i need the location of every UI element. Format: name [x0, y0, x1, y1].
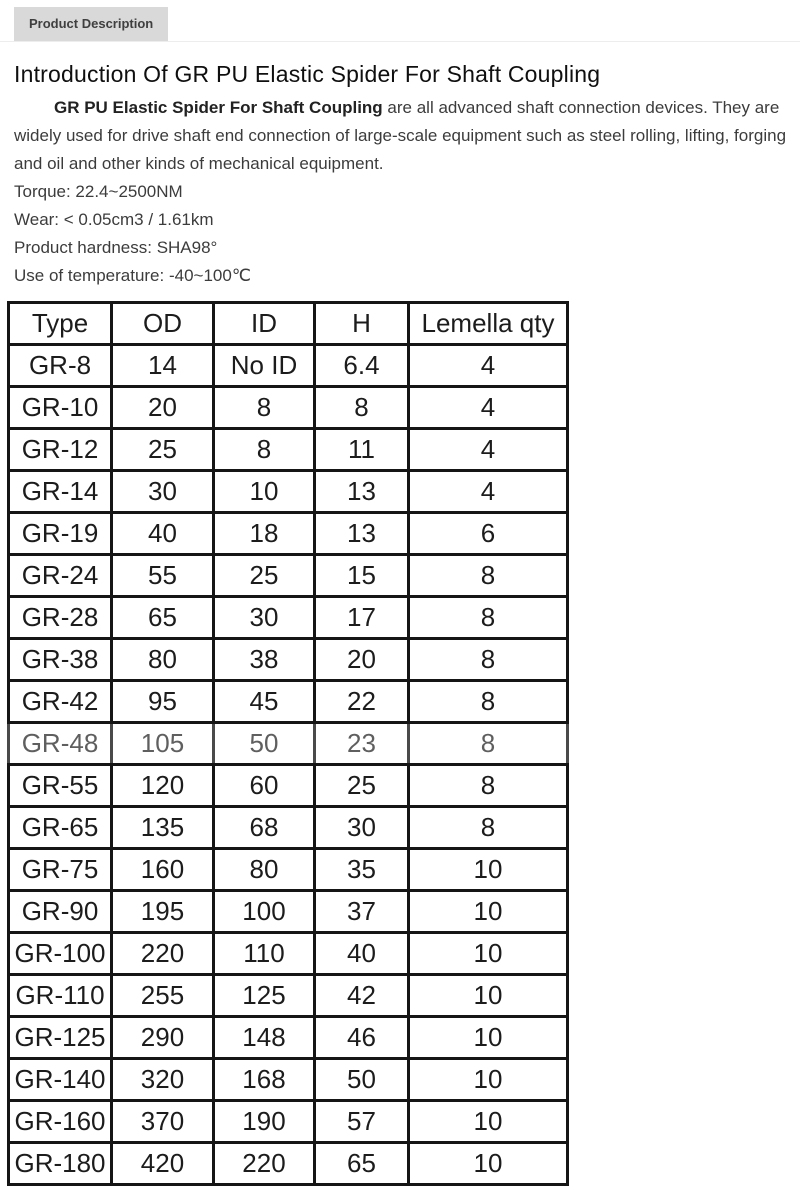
value-cell: 10 [409, 849, 568, 891]
value-cell: 148 [214, 1017, 315, 1059]
value-cell: 13 [315, 513, 409, 555]
value-cell: 30 [315, 807, 409, 849]
value-cell: 11 [315, 429, 409, 471]
value-cell: 25 [214, 555, 315, 597]
value-cell: 80 [112, 639, 214, 681]
column-header: ID [214, 303, 315, 345]
spec-temperature: Use of temperature: -40~100℃ [14, 266, 251, 285]
table-row [9, 975, 568, 1017]
type-cell: GR-160 [9, 1101, 112, 1143]
value-cell: 120 [112, 765, 214, 807]
tab-bar [0, 0, 800, 42]
value-cell: 45 [214, 681, 315, 723]
value-cell: 30 [112, 471, 214, 513]
value-cell: 105 [112, 723, 214, 765]
value-cell: 8 [409, 723, 568, 765]
value-cell: 6.4 [315, 345, 409, 387]
table-row [9, 387, 568, 429]
value-cell: 100 [214, 891, 315, 933]
intro-bold-lead: GR PU Elastic Spider For Shaft Coupling [54, 98, 383, 117]
value-cell: 40 [315, 933, 409, 975]
spec-wear: Wear: < 0.05cm3 / 1.61km [14, 210, 214, 229]
value-cell: 6 [409, 513, 568, 555]
table-row [9, 681, 568, 723]
value-cell: 17 [315, 597, 409, 639]
value-cell: 35 [315, 849, 409, 891]
value-cell: 50 [214, 723, 315, 765]
value-cell: 10 [214, 471, 315, 513]
value-cell: 10 [409, 1017, 568, 1059]
value-cell: 42 [315, 975, 409, 1017]
type-cell: GR-140 [9, 1059, 112, 1101]
value-cell: 10 [409, 1143, 568, 1185]
value-cell: 38 [214, 639, 315, 681]
value-cell: 220 [214, 1143, 315, 1185]
type-cell: GR-180 [9, 1143, 112, 1185]
value-cell: 110 [214, 933, 315, 975]
table-row [9, 723, 568, 765]
table-row [9, 1059, 568, 1101]
value-cell: 23 [315, 723, 409, 765]
value-cell: 46 [315, 1017, 409, 1059]
value-cell: 22 [315, 681, 409, 723]
value-cell: 20 [315, 639, 409, 681]
spec-hardness: Product hardness: SHA98° [14, 238, 218, 257]
value-cell: 125 [214, 975, 315, 1017]
type-cell: GR-8 [9, 345, 112, 387]
value-cell: 160 [112, 849, 214, 891]
value-cell: 8 [409, 681, 568, 723]
value-cell: 8 [409, 765, 568, 807]
table-row [9, 597, 568, 639]
type-cell: GR-42 [9, 681, 112, 723]
tab-product-description[interactable]: Product Description [14, 7, 168, 41]
value-cell: 290 [112, 1017, 214, 1059]
value-cell: 15 [315, 555, 409, 597]
value-cell: 8 [409, 807, 568, 849]
table-row [9, 429, 568, 471]
value-cell: 10 [409, 1059, 568, 1101]
value-cell: 80 [214, 849, 315, 891]
size-spec-table [7, 301, 569, 1186]
value-cell: 8 [409, 639, 568, 681]
value-cell: 95 [112, 681, 214, 723]
value-cell: 168 [214, 1059, 315, 1101]
value-cell: 10 [409, 975, 568, 1017]
value-cell: 30 [214, 597, 315, 639]
value-cell: 25 [315, 765, 409, 807]
value-cell: 68 [214, 807, 315, 849]
type-cell: GR-24 [9, 555, 112, 597]
type-cell: GR-110 [9, 975, 112, 1017]
value-cell: 20 [112, 387, 214, 429]
value-cell: 18 [214, 513, 315, 555]
value-cell: 8 [214, 387, 315, 429]
value-cell: 4 [409, 429, 568, 471]
value-cell: 320 [112, 1059, 214, 1101]
value-cell: 8 [315, 387, 409, 429]
value-cell: 195 [112, 891, 214, 933]
type-cell: GR-65 [9, 807, 112, 849]
spec-torque: Torque: 22.4~2500NM [14, 182, 183, 201]
value-cell: 8 [214, 429, 315, 471]
table-row [9, 933, 568, 975]
value-cell: 40 [112, 513, 214, 555]
value-cell: No ID [214, 345, 315, 387]
intro-body-text: are all advanced shaft connection devices. They are widely used for drive shaft end connection of large-scale equipment such as steel rolling, lifting, forging and oil and other kinds of mechanical equipment. [14, 98, 787, 173]
value-cell: 25 [112, 429, 214, 471]
value-cell: 190 [214, 1101, 315, 1143]
value-cell: 220 [112, 933, 214, 975]
value-cell: 370 [112, 1101, 214, 1143]
spec-table-body [9, 345, 568, 1185]
table-row [9, 1101, 568, 1143]
value-cell: 65 [315, 1143, 409, 1185]
table-header-row [9, 303, 568, 345]
table-row [9, 1017, 568, 1059]
page-title: Introduction Of GR PU Elastic Spider For Shaft Coupling [14, 61, 601, 87]
value-cell: 255 [112, 975, 214, 1017]
type-cell: GR-12 [9, 429, 112, 471]
spec-list [14, 178, 786, 290]
type-cell: GR-100 [9, 933, 112, 975]
type-cell: GR-10 [9, 387, 112, 429]
table-row [9, 1143, 568, 1185]
value-cell: 50 [315, 1059, 409, 1101]
type-cell: GR-75 [9, 849, 112, 891]
table-row [9, 807, 568, 849]
table-row [9, 471, 568, 513]
value-cell: 57 [315, 1101, 409, 1143]
value-cell: 14 [112, 345, 214, 387]
value-cell: 10 [409, 1101, 568, 1143]
type-cell: GR-38 [9, 639, 112, 681]
table-row [9, 345, 568, 387]
type-cell: GR-48 [9, 723, 112, 765]
value-cell: 13 [315, 471, 409, 513]
table-row [9, 849, 568, 891]
type-cell: GR-90 [9, 891, 112, 933]
table-row [9, 555, 568, 597]
column-header: Lemella qty [409, 303, 568, 345]
value-cell: 4 [409, 345, 568, 387]
value-cell: 8 [409, 555, 568, 597]
value-cell: 10 [409, 933, 568, 975]
value-cell: 420 [112, 1143, 214, 1185]
column-header: Type [9, 303, 112, 345]
value-cell: 8 [409, 597, 568, 639]
type-cell: GR-28 [9, 597, 112, 639]
value-cell: 65 [112, 597, 214, 639]
value-cell: 55 [112, 555, 214, 597]
table-row [9, 639, 568, 681]
column-header: OD [112, 303, 214, 345]
type-cell: GR-19 [9, 513, 112, 555]
value-cell: 135 [112, 807, 214, 849]
type-cell: GR-14 [9, 471, 112, 513]
value-cell: 10 [409, 891, 568, 933]
value-cell: 60 [214, 765, 315, 807]
table-row [9, 891, 568, 933]
value-cell: 4 [409, 471, 568, 513]
column-header: H [315, 303, 409, 345]
table-row [9, 513, 568, 555]
type-cell: GR-55 [9, 765, 112, 807]
type-cell: GR-125 [9, 1017, 112, 1059]
intro-paragraph [14, 94, 788, 178]
value-cell: 4 [409, 387, 568, 429]
table-row [9, 765, 568, 807]
value-cell: 37 [315, 891, 409, 933]
